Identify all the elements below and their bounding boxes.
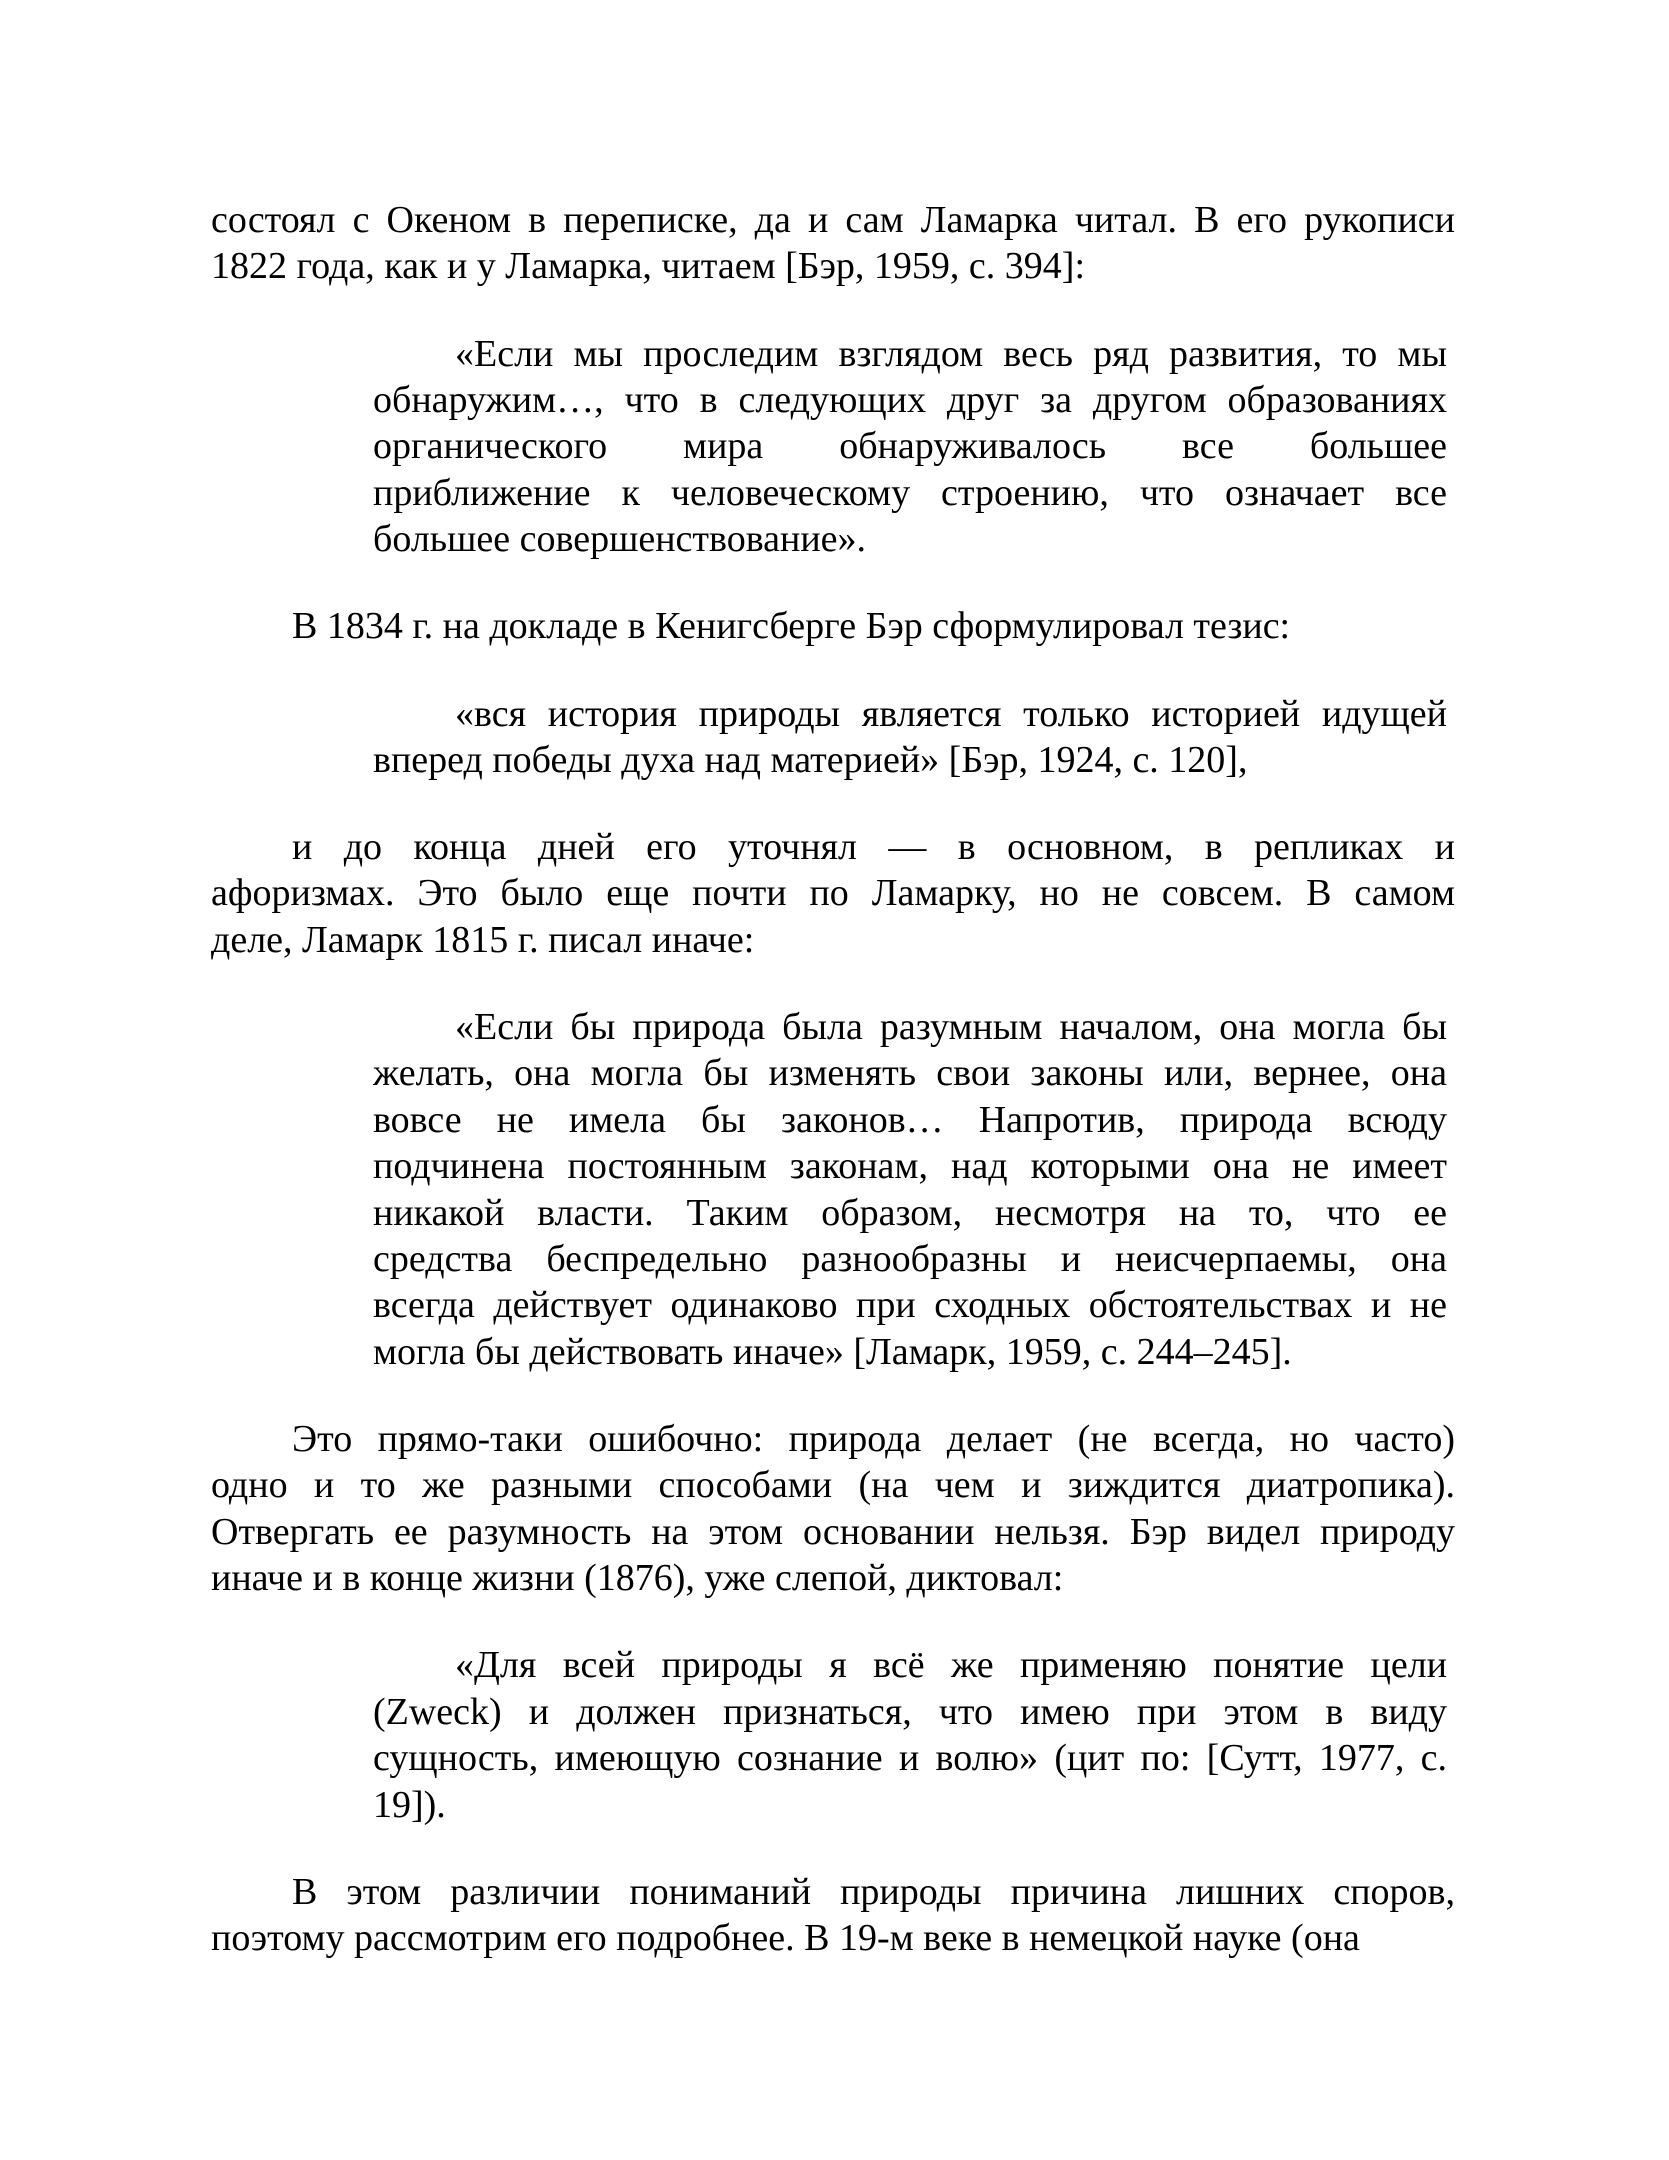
text-line: афоризмах. Это было еще почти по Ламарку, но не совсем. В самом (211, 872, 1455, 915)
block-quote-lamarck-1959 (373, 1004, 1447, 1375)
quote-line: «Если мы проследим взглядом весь ряд развития, то мы (455, 332, 1447, 375)
quote-line: большее совершенствование». (373, 518, 867, 561)
block-quote-baer-1924 (373, 691, 1447, 784)
quote-line: никакой власти. Таким образом, несмотря на то, что ее (373, 1191, 1447, 1234)
text-line: 1822 года, как и у Ламарка, читаем [Бэр, 1959, с. 394]: (211, 245, 1085, 288)
quote-line: всегда действует одинаково при сходных обстоятельствах и не (373, 1284, 1447, 1327)
quote-line: органического мира обнаруживалось все большее (373, 425, 1447, 468)
quote-line: могла бы действовать иначе» [Ламарк, 1959, с. 244–245]. (373, 1330, 1292, 1373)
quote-line: (Zweck) и должен признаться, что имею при этом в виду (373, 1690, 1447, 1733)
paragraph-diatropics (211, 1416, 1455, 1602)
quote-line: «Для всей природы я всё же применяю понятие цели (455, 1644, 1447, 1687)
text-line: В 1834 г. на докладе в Кенигсберге Бэр сформулировал тезис: (292, 605, 1291, 648)
paragraph-nature-understanding (211, 1869, 1455, 1962)
quote-line: приближение к человеческому строению, что означает все (373, 471, 1447, 514)
text-line: Отвергать ее разумность на этом основании нельзя. Бэр видел природу (211, 1510, 1455, 1553)
quote-line: обнаружим…, что в следующих друг за другом образованиях (373, 378, 1447, 421)
text-line: Это прямо-таки ошибочно: природа делает (не всегда, но часто) (292, 1417, 1455, 1460)
quote-line: средства беспредельно разнообразны и неисчерпаемы, она (373, 1238, 1447, 1281)
text-line: поэтому рассмотрим его подробнее. В 19-м веке в немецкой науке (она (211, 1917, 1360, 1960)
block-quote-baer-1822 (373, 331, 1447, 563)
quote-line: подчинена постоянным законам, над которыми она не имеет (373, 1145, 1447, 1188)
paragraph-continuation (211, 197, 1455, 290)
text-line: одно и то же разными способами (на чем и зиждится диатропика). (211, 1464, 1455, 1507)
text-line: иначе и в конце жизни (1876), уже слепой, диктовал: (211, 1557, 1064, 1600)
text-line: состоял с Океном в переписке, да и сам Ламарка читал. В его рукописи (211, 199, 1455, 241)
text-line: деле, Ламарк 1815 г. писал иначе: (211, 918, 755, 961)
paragraph-1834-thesis (211, 603, 1455, 649)
quote-line: 19]). (373, 1783, 446, 1826)
text-line: В этом различии пониманий природы причина лишних споров, (292, 1870, 1455, 1913)
quote-line: вперед победы духа над материей» [Бэр, 1924, с. 120], (373, 738, 1248, 781)
quote-line: желать, она могла бы изменять свои законы или, вернее, она (373, 1052, 1447, 1095)
quote-line: «Если бы природа была разумным началом, она могла бы (455, 1006, 1447, 1049)
quote-line: вовсе не имела бы законов… Напротив, природа всюду (373, 1098, 1447, 1141)
document-page (211, 197, 1455, 2002)
quote-line: сущность, имеющую сознание и волю» (цит по: [Сутт, 1977, с. (373, 1737, 1447, 1780)
block-quote-sutt-1977 (373, 1642, 1447, 1828)
paragraph-aphorisms (211, 824, 1455, 963)
quote-line: «вся история природы является только историей идущей (455, 692, 1447, 735)
text-line: и до конца дней его уточнял — в основном, в репликах и (292, 826, 1455, 869)
